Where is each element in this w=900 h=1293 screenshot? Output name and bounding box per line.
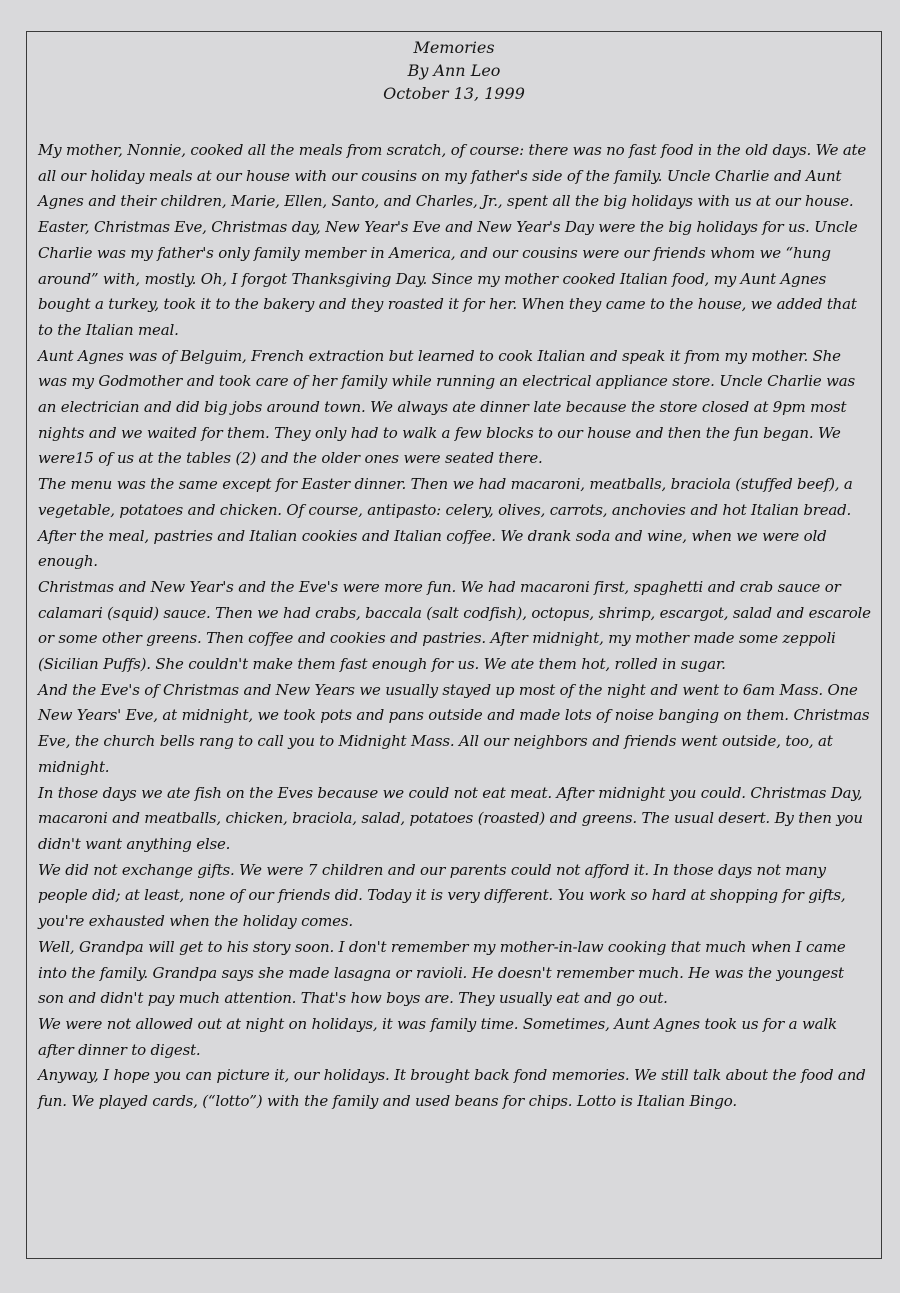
paragraph-family-time: We were not allowed out at night on holidays, it was family time. Sometimes, Aunt Agnes took us for a walk after dinner to digest. xyxy=(38,1014,837,1059)
paragraph-aunt-agnes: Aunt Agnes was of Belguim, French extraction but learned to cook Italian and speak it from my mother. She was my Godmother and took care of her family while running an electrical appliance store. Uncle Charlie was an electrician and did big jobs around town. We always ate dinner late because the store closed at 9pm most nights and we waited for them. They only had to walk a few blocks to our house and then the fun began. We were15 of us at the tables (2) and the older ones were seated there. xyxy=(38,346,855,468)
paragraph-gifts: We did not exchange gifts. We were 7 children and our parents could not afford it. In those days not many people did; at least, none of our friends did. Today it is very different. You work so hard at shopping for gifts, you're exhausted when the holiday comes. xyxy=(38,860,846,931)
paragraph-easter-menu: The menu was the same except for Easter dinner. Then we had macaroni, meatballs, braciola (stuffed beef), a vegetable, potatoes and chicken. Of course, antipasto: celery, olives, carrots, anchovies and hot Italian bread. After the meal, pastries and Italian cookies and Italian coffee. We drank soda and wine, when we were old enough. xyxy=(38,475,853,571)
document-title: Memories xyxy=(413,38,495,57)
paragraph-eves-mass: And the Eve's of Christmas and New Years we usually stayed up most of the night and went to 6am Mass. One New Years' Eve, at midnight, we took pots and pans outside and made lots of noise banging on them. Christmas Eve, the church bells rang to call you to Midnight Mass. All our neighbors and friends went outside, too, at midnight. xyxy=(38,680,870,776)
paragraph-grandpa: Well, Grandpa will get to his story soon. I don't remember my mother-in-law cooking that much when I came into the family. Grandpa says she made lasagna or ravioli. He doesn't remember much. He was the youngest son and didn't pay much attention. That's how boys are. They usually eat and go out. xyxy=(38,937,846,1008)
paragraph-holiday-meals: My mother, Nonnie, cooked all the meals from scratch, of course: there was no fast food in the old days. We ate all our holiday meals at our house with our cousins on my father's side of the family. Uncle Charlie and Aunt Agnes and their children, Marie, Ellen, Santo, and Charles, Jr., spent all the big holidays with us at our house. Easter, Christmas Eve, Christmas day, New Year's Eve and New Year's Day were the big holidays for us. Uncle Charlie was my father's only family member in America, and our cousins were our friends whom we “hung around” with, mostly. Oh, I forgot Thanksgiving Day. Since my mother cooked Italian food, my Aunt Agnes bought a turkey, took it to the bakery and they roasted it for her. When they came to the house, we added that to the Italian meal. xyxy=(38,141,867,339)
paragraph-christmas-new-year: Christmas and New Year's and the Eve's were more fun. We had macaroni first, spaghetti and crab sauce or calamari (squid) sauce. Then we had crabs, baccala (salt codfish), octopus, shrimp, escargot, salad and escarole or some other greens. Then coffee and cookies and pastries. After midnight, my mother made some zeppoli (Sicilian Puffs). She couldn't make them fast enough for us. We ate them hot, rolled in sugar. xyxy=(38,577,871,674)
document-author: By Ann Leo xyxy=(407,61,501,80)
paragraph-closing: Anyway, I hope you can picture it, our holidays. It brought back fond memories. We still talk about the food and fun. We played cards, (“lotto”) with the family and used beans for chips. Lotto is Italian Bingo. xyxy=(38,1066,866,1111)
document-date: October 13, 1999 xyxy=(383,84,525,103)
document-header xyxy=(26,36,882,105)
paragraph-fish-on-eves: In those days we ate fish on the Eves because we could not eat meat. After midnight you could. Christmas Day, macaroni and meatballs, chicken, braciola, salad, potatoes (roasted) and greens. The usual desert. By then you didn't want anything else. xyxy=(38,783,863,853)
document-body xyxy=(38,138,874,1115)
